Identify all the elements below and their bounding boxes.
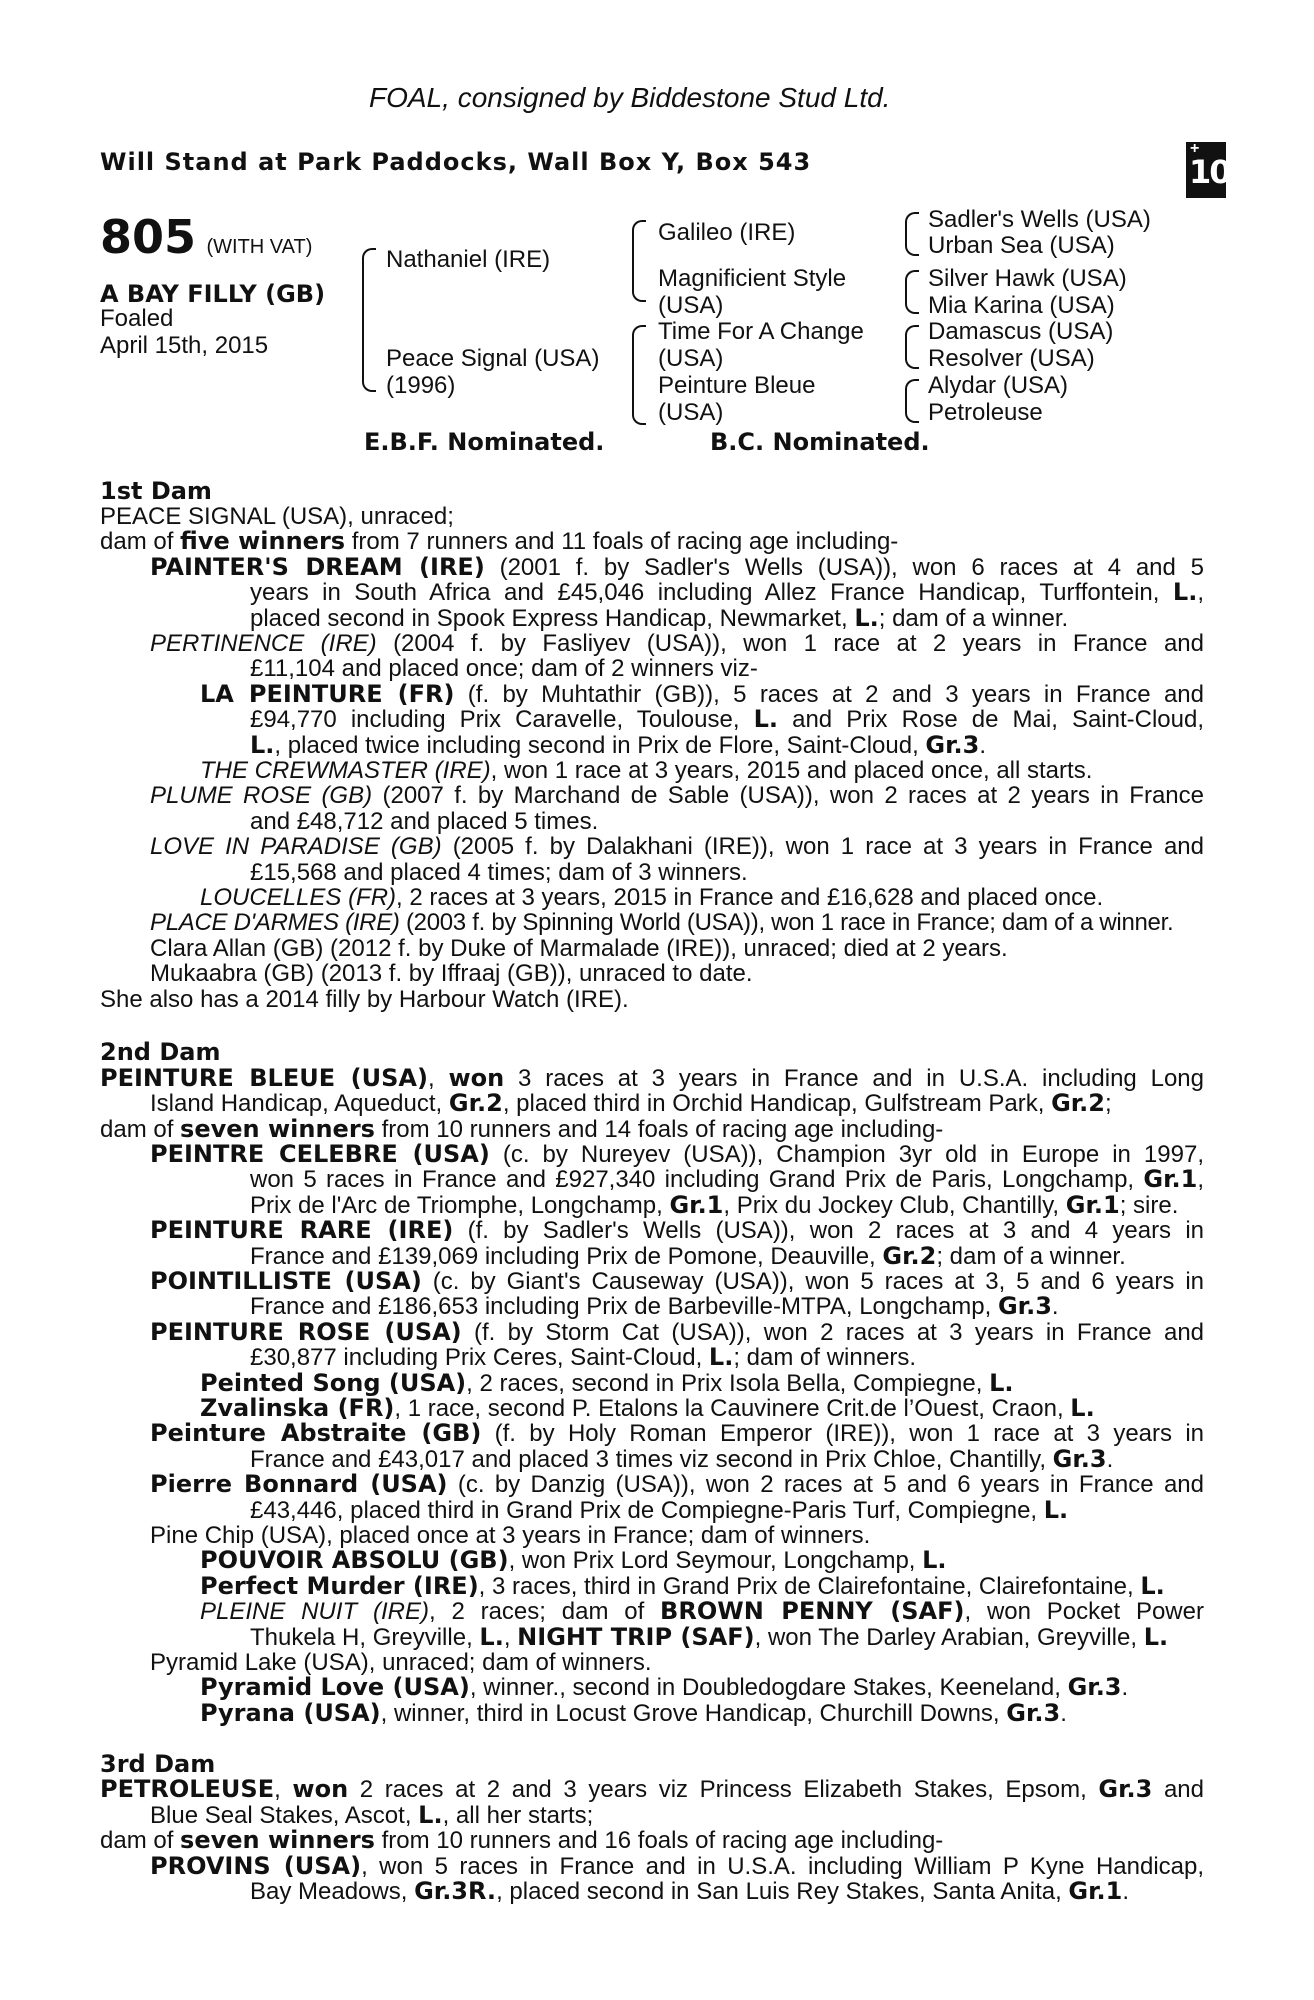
pedigree-sire-sire: Galileo (IRE) <box>658 219 796 246</box>
first-dam-line: PERTINENCE (IRE) (2004 f. by Fasliyev (USA)), won 1 race at 2 years in France and <box>150 630 1204 657</box>
first-dam-line: LA PEINTURE (FR) (f. by Muhtathir (GB)), 5 races at 2 and 3 years in France and <box>200 680 1204 708</box>
second-dam-line: PEINTURE BLEUE (USA), won 3 races at 3 years in France and in U.S.A. including Long <box>100 1064 1204 1092</box>
pedigree-dsd: Resolver (USA) <box>928 345 1095 372</box>
foaled-label: Foaled <box>100 305 174 332</box>
third-dam-line: dam of seven winners from 10 runners and 16 foals of racing age including- <box>100 1826 944 1854</box>
pedigree-dds: Alydar (USA) <box>928 372 1069 399</box>
second-dam-title: 2nd Dam <box>100 1038 221 1066</box>
second-dam-line: Peinted Song (USA), 2 races, second in Prix Isola Bella, Compiegne, L. <box>200 1369 1014 1397</box>
pedigree-dam-year: (1996) <box>386 372 456 399</box>
pedigree-dss: Damascus (USA) <box>928 318 1114 345</box>
first-dam-line: dam of five winners from 7 runners and 11 foals of racing age including- <box>100 527 899 555</box>
first-dam-line: years in South Africa and £45,046 including Allez France Handicap, Turffontein, L., <box>250 578 1204 606</box>
pedigree-brace-g3-3 <box>905 325 919 369</box>
second-dam-line: PEINTURE RARE (IRE) (f. by Sadler's Wells (USA)), won 2 races at 3 and 4 years in <box>150 1216 1205 1244</box>
pedigree-sss: Sadler's Wells (USA) <box>928 206 1151 233</box>
second-dam-line: France and £139,069 including Prix de Pomone, Deauville, Gr.2; dam of a winner. <box>250 1242 1126 1270</box>
second-dam-line: £43,446, placed third in Grand Prix de Compiegne-Paris Turf, Compiegne, L. <box>250 1496 1069 1524</box>
pedigree-sds: Silver Hawk (USA) <box>928 265 1127 292</box>
second-dam-line: Pyramid Lake (USA), unraced; dam of winners. <box>150 1649 652 1676</box>
bc-nominated: B.C. Nominated. <box>710 428 930 456</box>
pedigree-sire-dam: Magnificient Style <box>658 265 847 292</box>
pedigree-brace-sire <box>632 220 646 302</box>
first-dam-line: PLACE D'ARMES (IRE) (2003 f. by Spinning World (USA)), won 1 race in France; dam of a winner. <box>150 909 1174 936</box>
foaled-date: April 15th, 2015 <box>100 332 269 359</box>
second-dam-line: PLEINE NUIT (IRE), 2 races; dam of BROWN PENNY (SAF), won Pocket Power <box>200 1597 1204 1625</box>
lot-number: 805 <box>100 210 197 264</box>
third-dam-line: Blue Seal Stakes, Ascot, L., all her starts; <box>150 1801 594 1829</box>
third-dam-line: PROVINS (USA), won 5 races in France and in U.S.A. including William P Kyne Handicap, <box>150 1852 1205 1880</box>
second-dam-line: France and £186,653 including Prix de Barbeville-MTPA, Longchamp, Gr.3. <box>250 1292 1059 1320</box>
first-dam-line: Clara Allan (GB) (2012 f. by Duke of Marmalade (IRE)), unraced; died at 2 years. <box>150 935 1008 962</box>
first-dam-line: £11,104 and placed once; dam of 2 winners viz- <box>250 655 758 682</box>
second-dam-line: Island Handicap, Aqueduct, Gr.2, placed third in Orchid Handicap, Gulfstream Park, Gr.2; <box>150 1089 1112 1117</box>
pedigree-sire: Nathaniel (IRE) <box>386 246 551 273</box>
ebf-nominated: E.B.F. Nominated. <box>364 428 605 456</box>
second-dam-line: Pine Chip (USA), placed once at 3 years in France; dam of winners. <box>150 1522 871 1549</box>
second-dam-line: POUVOIR ABSOLU (GB), won Prix Lord Seymour, Longchamp, L. <box>200 1546 947 1574</box>
first-dam-line: £94,770 including Prix Caravelle, Toulouse, L. and Prix Rose de Mai, Saint-Cloud, <box>250 705 1205 733</box>
second-dam-line: Pyramid Love (USA), winner., second in Doubledogdare Stakes, Keeneland, Gr.3. <box>200 1673 1129 1701</box>
second-dam-line: Perfect Murder (IRE), 3 races, third in Grand Prix de Clairefontaine, Clairefontaine, L. <box>200 1572 1165 1600</box>
second-dam-line: Thukela H, Greyville, L., NIGHT TRIP (SAF), won The Darley Arabian, Greyville, L. <box>250 1623 1169 1651</box>
pedigree-dam-sire-country: (USA) <box>658 345 724 372</box>
third-dam-line: Bay Meadows, Gr.3R., placed second in San Luis Rey Stakes, Santa Anita, Gr.1. <box>250 1877 1130 1905</box>
second-dam-line: won 5 races in France and £927,340 including Grand Prix de Paris, Longchamp, Gr.1, <box>250 1165 1204 1193</box>
pedigree-brace-dam <box>632 325 646 425</box>
pedigree-brace-g3-1 <box>905 212 919 256</box>
first-dam-line: LOUCELLES (FR), 2 races at 3 years, 2015 in France and £16,628 and placed once. <box>200 884 1104 911</box>
second-dam-line: Pierre Bonnard (USA) (c. by Danzig (USA)), won 2 races at 5 and 6 years in France and <box>150 1470 1204 1498</box>
first-dam-line: THE CREWMASTER (IRE), won 1 race at 3 years, 2015 and placed once, all starts. <box>200 757 1093 784</box>
lot-number-row <box>100 210 312 264</box>
pedigree-dam-dam: Peinture Bleue <box>658 372 816 399</box>
pedigree-ssd: Urban Sea (USA) <box>928 232 1115 259</box>
first-dam-line: LOVE IN PARADISE (GB) (2005 f. by Dalakhani (IRE)), won 1 race at 3 years in France and <box>150 833 1204 860</box>
pedigree-sdd: Mia Karina (USA) <box>928 292 1115 319</box>
vat-note: (WITH VAT) <box>206 236 313 258</box>
badge-number: 10 <box>1189 153 1230 191</box>
first-dam-line: £15,568 and placed 4 times; dam of 3 winners. <box>250 859 748 886</box>
third-dam-title: 3rd Dam <box>100 1750 216 1778</box>
consignor-line: FOAL, consigned by Biddestone Stud Ltd. <box>369 82 891 113</box>
pedigree-brace-g3-4 <box>905 379 919 423</box>
second-dam-line: POINTILLISTE (USA) (c. by Giant's Causeway (USA)), won 5 races at 3, 5 and 6 years in <box>150 1267 1205 1295</box>
second-dam-line: France and £43,017 and placed 3 times viz second in Prix Chloe, Chantilly, Gr.3. <box>250 1445 1114 1473</box>
pedigree-dam: Peace Signal (USA) <box>386 345 600 372</box>
pedigree-brace-main <box>362 248 376 392</box>
second-dam-line: £30,877 including Prix Ceres, Saint-Cloud, L.; dam of winners. <box>250 1343 917 1371</box>
second-dam-line: dam of seven winners from 10 runners and 14 foals of racing age including- <box>100 1115 944 1143</box>
pedigree-dam-sire: Time For A Change <box>658 318 864 345</box>
third-dam-line: PETROLEUSE, won 2 races at 2 and 3 years viz Princess Elizabeth Stakes, Epsom, Gr.3 and <box>100 1775 1205 1803</box>
pedigree-dam-dam-country: (USA) <box>658 399 724 426</box>
first-dam-line: and £48,712 and placed 5 times. <box>250 808 599 835</box>
pedigree-sire-dam-country: (USA) <box>658 292 724 319</box>
pedigree-ddd: Petroleuse <box>928 399 1043 426</box>
second-dam-line: PEINTURE ROSE (USA) (f. by Storm Cat (USA)), won 2 races at 3 years in France and <box>150 1318 1205 1346</box>
first-dam-line: She also has a 2014 filly by Harbour Watch (IRE). <box>100 986 629 1013</box>
first-dam-line: PLUME ROSE (GB) (2007 f. by Marchand de Sable (USA)), won 2 races at 2 years in France <box>150 782 1204 809</box>
sale-day-badge <box>1186 140 1230 198</box>
first-dam-line: L., placed twice including second in Prix de Flore, Saint-Cloud, Gr.3. <box>250 731 987 759</box>
lot-description: A BAY FILLY (GB) <box>100 280 326 308</box>
pedigree-brace-g3-2 <box>905 270 919 314</box>
second-dam-line: Pyrana (USA), winner, third in Locust Grove Handicap, Churchill Downs, Gr.3. <box>200 1699 1067 1727</box>
stand-location: Will Stand at Park Paddocks, Wall Box Y, Box 543 <box>100 148 812 176</box>
first-dam-line: PAINTER'S DREAM (IRE) (2001 f. by Sadler's Wells (USA)), won 6 races at 4 and 5 <box>150 553 1205 581</box>
first-dam-title: 1st Dam <box>100 477 212 505</box>
second-dam-line: Zvalinska (FR), 1 race, second P. Etalons la Cauvinere Crit.de l’Ouest, Craon, L. <box>200 1394 1095 1422</box>
second-dam-line: PEINTRE CELEBRE (USA) (c. by Nureyev (USA)), Champion 3yr old in Europe in 1997, <box>150 1140 1204 1168</box>
second-dam-line: Prix de l'Arc de Triomphe, Longchamp, Gr.1, Prix du Jockey Club, Chantilly, Gr.1; sire. <box>250 1191 1179 1219</box>
first-dam-line: PEACE SIGNAL (USA), unraced; <box>100 503 454 530</box>
first-dam-line: placed second in Spook Express Handicap, Newmarket, L.; dam of a winner. <box>250 604 1069 632</box>
second-dam-line: Peinture Abstraite (GB) (f. by Holy Roman Emperor (IRE)), won 1 race at 3 years in <box>150 1419 1205 1447</box>
first-dam-line: Mukaabra (GB) (2013 f. by Iffraaj (GB)), unraced to date. <box>150 960 753 987</box>
badge-mark: + <box>1190 140 1200 157</box>
